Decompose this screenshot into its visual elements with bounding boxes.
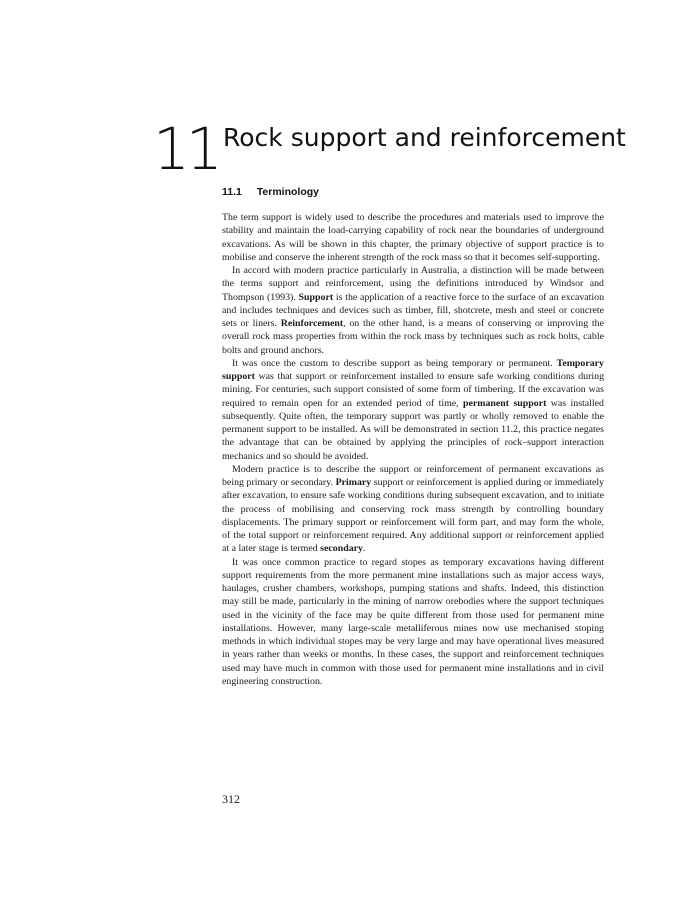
paragraph-5 [222, 556, 604, 689]
term-permanent-support: permanent support [463, 397, 547, 409]
paragraph-3 [222, 357, 604, 463]
section-title: Terminology [256, 186, 320, 198]
paragraph-4 [222, 463, 604, 556]
paragraph-text: support or reinforcement is applied during or immediately after excavation, to ensure safe working conditions during subsequent excavation, and to initiate the process of mobilising and conserving rock mass strength by controlling boundary displacements. The primary support or reinforcement will form part, and may form the whole, of the total support or reinforcement required. Any additional support or reinforcement applied at a later stage is termed [222, 477, 605, 555]
section-number: 11.1 [222, 186, 242, 198]
body-text [222, 211, 604, 688]
paragraph-text: is the application of a reactive force to the surface of an excavation and includes techniques and devices such as timber, fill, shotcrete, mesh and steel or concrete sets or liners. [222, 291, 605, 329]
term-secondary: secondary [320, 543, 363, 555]
paragraph-1 [222, 211, 604, 264]
section-heading [222, 186, 319, 198]
term-support: Support [298, 291, 334, 303]
paragraph-2 [222, 264, 604, 357]
paragraph-text: was that support or reinforcement installed to ensure safe working conditions during mining. For centuries, such support consisted of some form of timbering. If the excavation was required to remain open for an extended period of time, [222, 371, 605, 409]
chapter-title: Rock support and reinforcement [223, 123, 626, 152]
term-primary: Primary [335, 477, 372, 488]
paragraph-text: The term support is widely used to describe the procedures and materials used to improve the stability and maintain the load-carrying capability of rock near the boundaries of underground excavations. As will be shown in this chapter, the primary objective of support practice is to mobilise and conserve the inherent strength of the rock mass so that it becomes self-supporting. [222, 212, 604, 263]
paragraph-text: It was once the custom to describe support as being temporary or permanent. [232, 357, 553, 369]
paragraph-text: . [362, 543, 366, 555]
paragraph-text: Modern practice is to describe the support or reinforcement of permanent excavations as being primary or secondary. [222, 463, 604, 488]
chapter-number: 11 [153, 115, 219, 183]
paragraph-text: was installed subsequently. Quite often, the temporary support was partly or wholly removed to enable the permanent support to be installed. As will be demonstrated in section 11.2, this practice negates the advantage that can be obtained by applying the principles of rock–support interaction mechanics and so should be avoided. [222, 397, 604, 462]
term-reinforcement: Reinforcement [280, 318, 344, 329]
term-temporary-support: Temporary support [222, 357, 604, 382]
paragraph-text: , on the other hand, is a means of conserving or improving the overall rock mass properties from within the rock mass by techniques such as rock bolts, cable bolts and ground anchors. [222, 318, 604, 356]
paragraph-text: In accord with modern practice particularly in Australia, a distinction will be made between the terms support and reinforcement, using the definitions introduced by Windsor and Thompson (1993). [222, 265, 604, 303]
paragraph-text: It was once common practice to regard stopes as temporary excavations having different support requirements from the more permanent mine installations such as major access ways, haulages, crusher chambers, workshops, pumping stations and shafts. Indeed, this distinction may still be made, particularly in the mining of narrow orebodies where the support techniques used in the vicinity of the face may be quite different from those used for permanent mine installations. However, many large-scale metalliferous mines now use mechanised stoping methods in which individual stopes may be very large and may have operational lives measured in years rather than weeks or months. In these cases, the support and reinforcement techniques used may have much in common with those used for permanent mine installations and in civil engineering construction. [222, 556, 604, 687]
page-number: 312 [222, 792, 240, 806]
